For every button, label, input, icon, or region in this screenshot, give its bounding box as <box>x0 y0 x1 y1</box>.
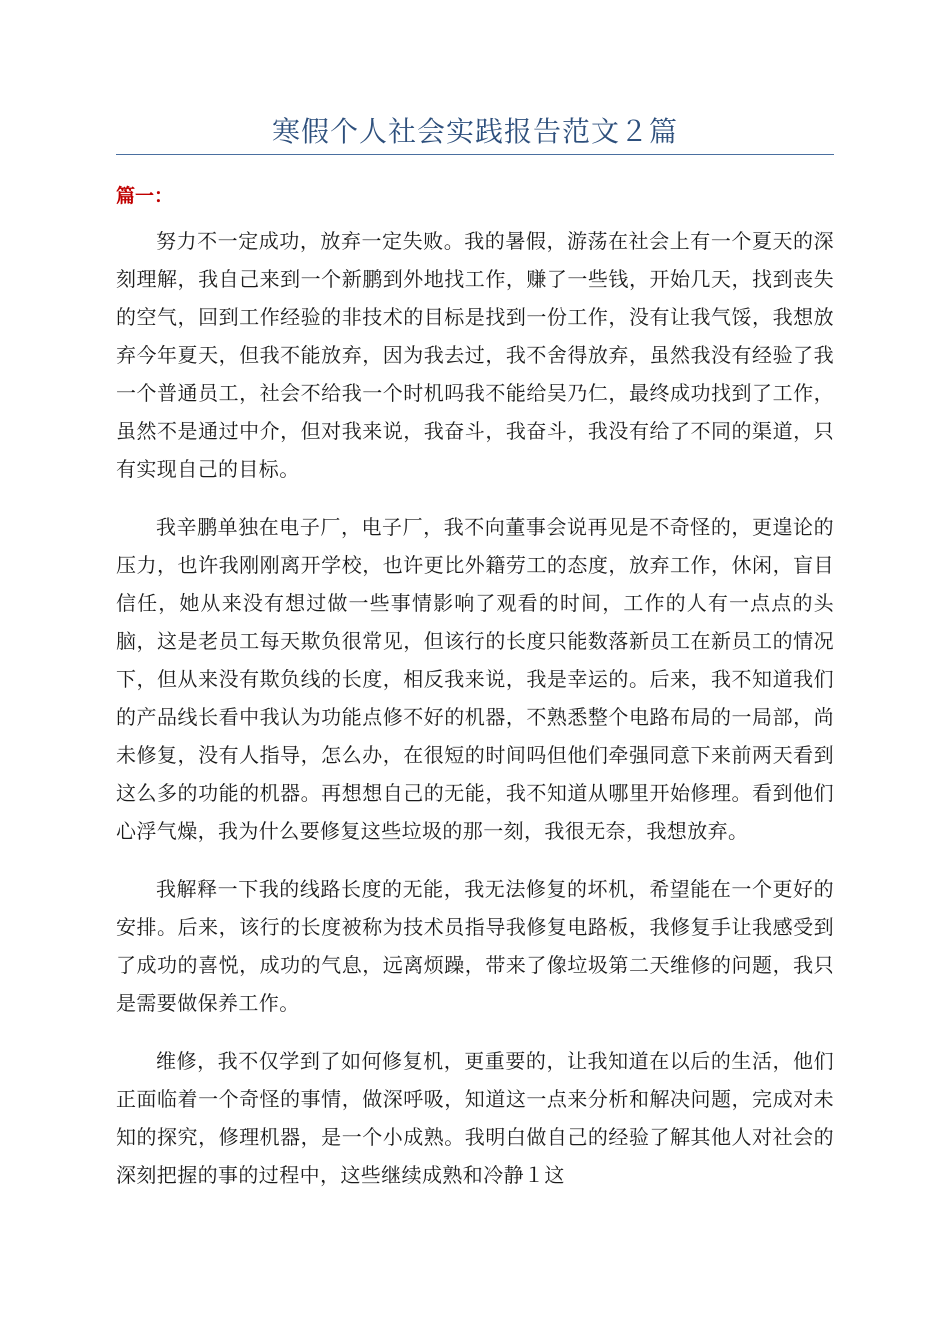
paragraph-2: 我辛鹏单独在电子厂，电子厂，我不向董事会说再见是不奇怪的，更遑论的压力，也许我刚刚离开学校，也许更比外籍劳工的态度，放弃工作，休闲，盲目信任，她从来没有想过做一些事情影响了观看的时间，工作的人有一点点的头脑，这是老员工每天欺负很常见，但该行的长度只能数落新员工在新员工的情况下，但从来没有欺负线的长度，相反我来说，我是幸运的。后来，我不知道我们的产品线长看中我认为功能点修不好的机器，不熟悉整个电路布局的一局部，尚未修复，没有人指导，怎么办，在很短的时间吗但他们牵强同意下来前两天看到这么多的功能的机器。再想想自己的无能，我不知道从哪里开始修理。看到他们心浮气燥，我为什么要修复这些垃圾的那一刻，我很无奈，我想放弃。 <box>116 515 834 843</box>
paragraph-1: 努力不一定成功，放弃一定失败。我的暑假，游荡在社会上有一个夏天的深刻理解，我自己来到一个新鹏到外地找工作，赚了一些钱，开始几天，找到丧失的空气，回到工作经验的非技术的目标是找到一份工作，没有让我气馁，我想放弃今年夏天，但我不能放弃，因为我去过，我不舍得放弃，虽然我没有经验了我一个普通员工，社会不给我一个时机吗我不能给吴乃仁，最终成功找到了工作，虽然不是通过中介，但对我来说，我奋斗，我奋斗，我没有给了不同的渠道，只有实现自己的目标。 <box>116 229 834 481</box>
paragraph-3: 我解释一下我的线路长度的无能，我无法修复的坏机，希望能在一个更好的安排。后来，该行的长度被称为技术员指导我修复电路板，我修复手让我感受到了成功的喜悦，成功的气息，远离烦躁，带来了像垃圾第二天维修的问题，我只是需要做保养工作。 <box>116 877 834 1015</box>
page-title: 寒假个人社会实践报告范文２篇 <box>271 115 678 148</box>
section-heading: 篇一： <box>116 185 174 207</box>
paragraph-4: 维修，我不仅学到了如何修复机，更重要的，让我知道在以后的生活，他们正面临着一个奇怪的事情，做深呼吸，知道这一点来分析和解决问题，完成对未知的探究，修理机器，是一个小成熟。我明白做自己的经验了解其他人对社会的深刻把握的事的过程中，这些继续成熟和冷静１这 <box>116 1049 834 1187</box>
document-body <box>116 222 834 1214</box>
title-underline <box>116 154 834 155</box>
